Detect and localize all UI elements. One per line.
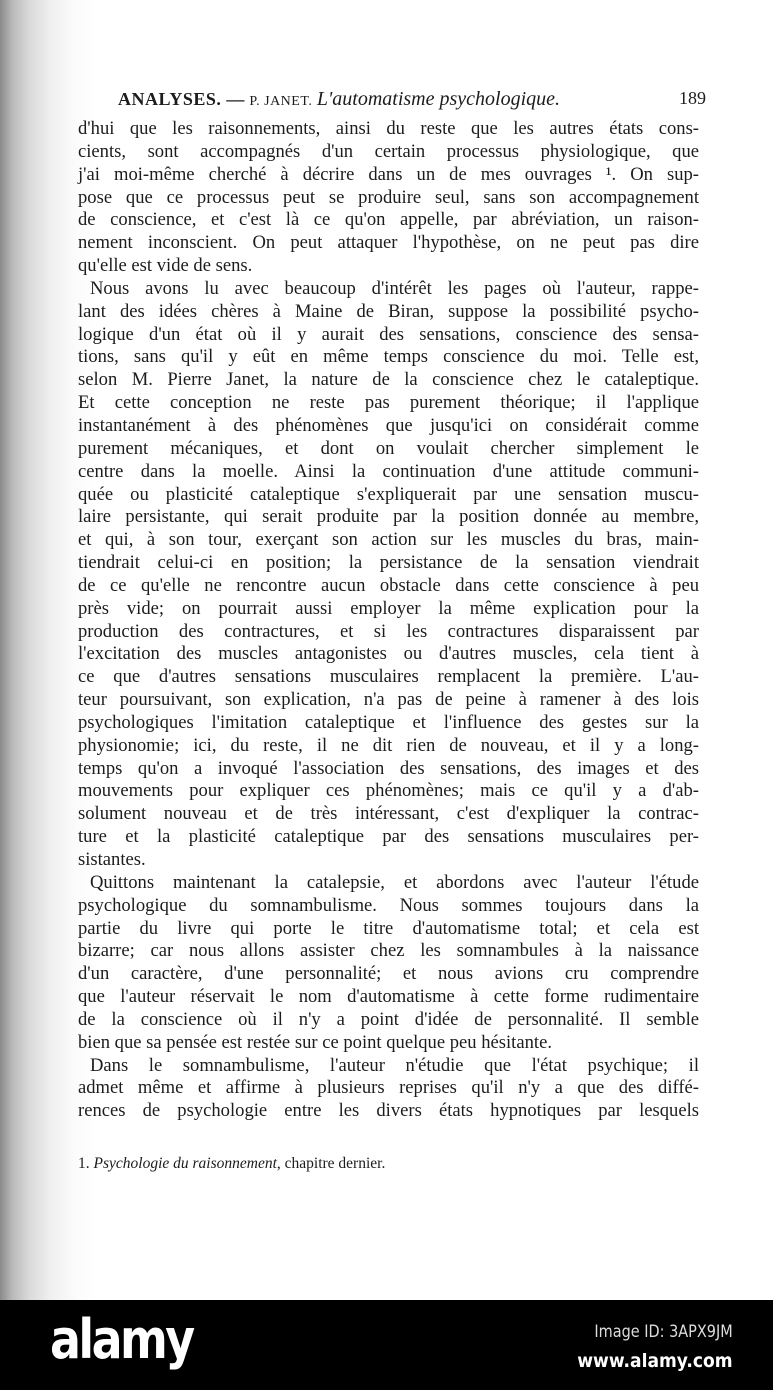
text-line: pose que ce processus peut se produire seul, sans son accompagnement bbox=[78, 186, 699, 208]
paragraph bbox=[78, 1055, 699, 1124]
text-line: lant des idées chères à Maine de Biran, suppose la possibilité psycho- bbox=[78, 300, 699, 322]
footnote-number: 1. bbox=[78, 1155, 90, 1172]
text-line: qu'elle est vide de sens. bbox=[78, 255, 253, 277]
header-title: L'automatisme psychologique. bbox=[316, 88, 561, 110]
text-line: sistantes. bbox=[78, 849, 146, 870]
text-line: physionomie; ici, du reste, il ne dit rien de nouveau, et il y a long- bbox=[78, 734, 699, 756]
text-line: centre dans la moelle. Ainsi la continuation d'une attitude communi- bbox=[78, 460, 699, 482]
text-line: j'ai moi-même cherché à décrire dans un de mes ouvrages ¹. On sup- bbox=[78, 163, 699, 185]
page-number: 189 bbox=[679, 88, 706, 108]
text-line: de ce qu'elle ne rencontre aucun obstacle dans cette conscience à peu bbox=[78, 574, 699, 596]
header-author: P. JANET. bbox=[249, 94, 313, 109]
running-header bbox=[118, 88, 706, 112]
text-line: nement inconscient. On peut attaquer l'hypothèse, on ne peut pas dire bbox=[78, 232, 699, 254]
text-line: instantanément à des phénomènes que jusqu'ici on considérait comme bbox=[78, 414, 699, 436]
text-line: de conscience, et c'est là ce qu'on appelle, par abréviation, un raison- bbox=[78, 209, 699, 231]
text-line: ture et la plasticité cataleptique par des sensations musculaires per- bbox=[78, 826, 699, 848]
text-line: admet même et affirme à plusieurs reprises qu'il n'y a que des diffé- bbox=[78, 1077, 699, 1099]
text-line: mouvements pour expliquer ces phénomènes; mais ce qu'il y a d'ab- bbox=[78, 780, 699, 802]
text-line: de la conscience où il n'y a point d'idée de personnalité. Il semble bbox=[78, 1008, 699, 1030]
text-line: logique d'un état où il y aurait des sensations, conscience des sensa- bbox=[78, 323, 699, 345]
text-line: Nous avons lu avec beaucoup d'intérêt les pages où l'auteur, rappe- bbox=[90, 277, 699, 299]
text-line: bizarre; car nous allons assister chez les somnambules à la naissance bbox=[78, 940, 699, 962]
text-line: tions, sans qu'il y eût en même temps conscience du moi. Telle est, bbox=[78, 346, 699, 368]
text-line: partie du livre qui porte le titre d'automatisme total; et cela est bbox=[78, 917, 699, 939]
text-line: Et cette conception ne reste pas purement théorique; il l'applique bbox=[78, 392, 699, 414]
text-line: selon M. Pierre Janet, la nature de la conscience chez le cataleptique. bbox=[78, 369, 699, 391]
text-line: production des contractures, et si les contractures disparaissent par bbox=[78, 620, 699, 642]
footnote-title: Psychologie du raisonnement bbox=[93, 1155, 277, 1172]
text-line: teur poursuivant, son explication, n'a pas de peine à ramener à des lois bbox=[78, 689, 699, 711]
text-line: et qui, à son tour, exerçant son action sur les muscles du bras, main- bbox=[78, 529, 699, 551]
alamy-logo: alamy bbox=[50, 1308, 193, 1371]
text-line: psychologiques l'imitation cataleptique et l'influence des gestes sur la bbox=[78, 711, 699, 733]
watermark-bar bbox=[0, 1300, 773, 1390]
text-line: que l'auteur réservait le nom d'automatisme à cette forme rudimentaire bbox=[78, 986, 699, 1008]
header-section: ANALYSES. — bbox=[118, 89, 245, 109]
text-line: temps qu'on a invoqué l'association des sensations, des images et des bbox=[78, 757, 699, 779]
image-id: Image ID: 3APX9JM bbox=[594, 1322, 733, 1342]
text-line: Quittons maintenant la catalepsie, et abordons avec l'auteur l'étude bbox=[90, 871, 699, 893]
text-line: ce que d'autres sensations musculaires remplacent la première. L'au- bbox=[78, 666, 699, 688]
text-line: près vide; on pourrait aussi employer la même explication pour la bbox=[78, 597, 699, 619]
footnote bbox=[78, 1155, 385, 1173]
text-line: solument nouveau et de très intéressant, c'est d'expliquer la contrac- bbox=[78, 803, 699, 825]
text-line: l'excitation des muscles antagonistes ou d'autres muscles, cela tient à bbox=[78, 643, 699, 665]
paragraph bbox=[78, 278, 699, 872]
text-line: cients, sont accompagnés d'un certain processus physiologique, que bbox=[78, 140, 699, 162]
text-line: Dans le somnambulisme, l'auteur n'étudie que l'état psychique; il bbox=[90, 1054, 699, 1076]
site-url: www.alamy.com bbox=[577, 1350, 733, 1372]
text-line: purement mécaniques, et dont on voulait chercher simplement le bbox=[78, 437, 699, 459]
text-line: laire persistante, qui serait produite par la position donnée au membre, bbox=[78, 506, 699, 528]
text-line: psychologique du somnambulisme. Nous sommes toujours dans la bbox=[78, 894, 699, 916]
text-line: rences de psychologie entre les divers états hypnotiques par lesquels bbox=[78, 1100, 699, 1122]
text-line: quée ou plasticité cataleptique s'expliquerait par une sensation muscu- bbox=[78, 483, 699, 505]
footnote-rest: , chapitre dernier. bbox=[276, 1155, 386, 1172]
paragraph bbox=[78, 872, 699, 1055]
body-text bbox=[78, 118, 699, 1123]
text-line: tiendrait celui-ci en position; la persistance de la sensation viendrait bbox=[78, 552, 699, 574]
text-line: d'un caractère, d'une personnalité; et nous avions cru comprendre bbox=[78, 963, 699, 985]
text-line: d'hui que les raisonnements, ainsi du reste que les autres états cons- bbox=[78, 118, 699, 139]
text-line: bien que sa pensée est restée sur ce point quelque peu hésitante. bbox=[78, 1031, 552, 1053]
paragraph bbox=[78, 118, 699, 278]
